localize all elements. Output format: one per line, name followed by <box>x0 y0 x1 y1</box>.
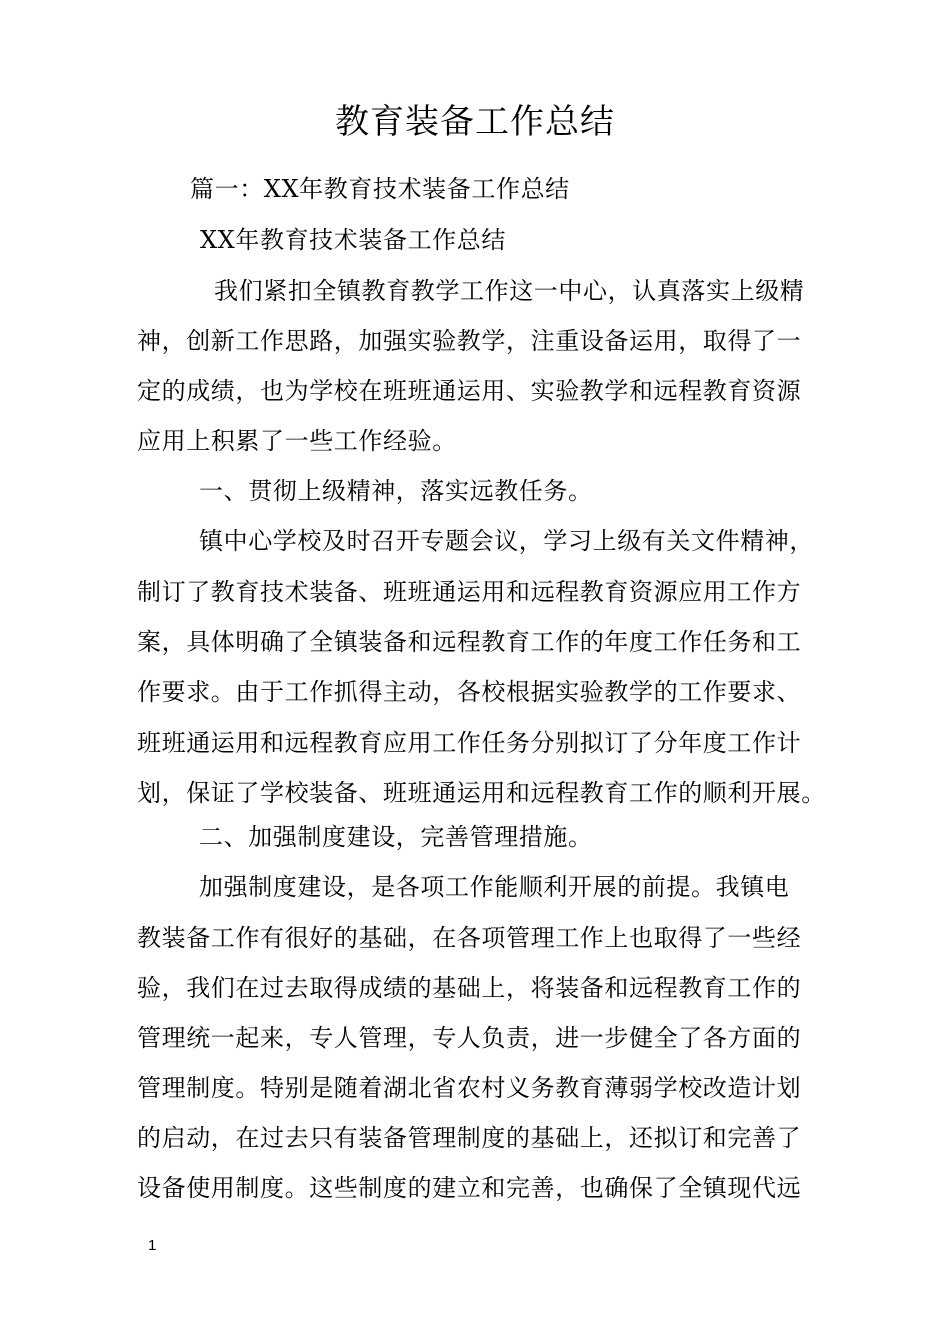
paragraph-line: 验，我们在过去取得成绩的基础上，将装备和远程教育工作的 <box>137 974 802 1002</box>
paragraph-line: 设备使用制度。这些制度的建立和完善，也确保了全镇现代远 <box>137 1174 802 1202</box>
section-heading: 一、贯彻上级精神，落实远教任务。 <box>199 477 593 505</box>
paragraph-line: 教装备工作有很好的基础，在各项管理工作上也取得了一些经 <box>137 924 802 952</box>
paragraph-line: 应用上积累了一些工作经验。 <box>137 427 457 455</box>
paragraph-line: 加强制度建设，是各项工作能顺利开展的前提。我镇电 <box>199 873 790 901</box>
paragraph-line: 划，保证了学校装备、班班通运用和远程教育工作的顺利开展。 <box>137 779 826 807</box>
paragraph-line: 定的成绩，也为学校在班班通运用、实验教学和远程教育资源 <box>137 377 802 405</box>
document-title: 教育装备工作总结 <box>335 102 615 142</box>
section-heading: 二、加强制度建设，完善管理措施。 <box>199 823 593 851</box>
paragraph-line: 案，具体明确了全镇装备和远程教育工作的年度工作任务和工 <box>137 628 802 656</box>
section-heading: 篇一：XX年教育技术装备工作总结 <box>190 175 570 203</box>
page-number: 1 <box>148 1237 157 1254</box>
paragraph-line: 制订了教育技术装备、班班通运用和远程教育资源应用工作方 <box>137 578 802 606</box>
paragraph-line: 班班通运用和远程教育应用工作任务分别拟订了分年度工作计 <box>137 729 802 757</box>
subtitle-line: XX年教育技术装备工作总结 <box>200 226 506 254</box>
paragraph-line: 管理统一起来，专人管理，专人负责，进一步健全了各方面的 <box>137 1024 802 1052</box>
paragraph-line: 神，创新工作思路，加强实验教学，注重设备运用，取得了一 <box>137 327 802 355</box>
paragraph-line: 镇中心学校及时召开专题会议，学习上级有关文件精神， <box>199 527 814 555</box>
paragraph-line: 的启动，在过去只有装备管理制度的基础上，还拟订和完善了 <box>137 1124 802 1152</box>
paragraph-line: 作要求。由于工作抓得主动，各校根据实验教学的工作要求、 <box>137 678 802 706</box>
paragraph-line: 我们紧扣全镇教育教学工作这一中心，认真落实上级精 <box>214 277 805 305</box>
paragraph-line: 管理制度。特别是随着湖北省农村义务教育薄弱学校改造计划 <box>137 1074 802 1102</box>
